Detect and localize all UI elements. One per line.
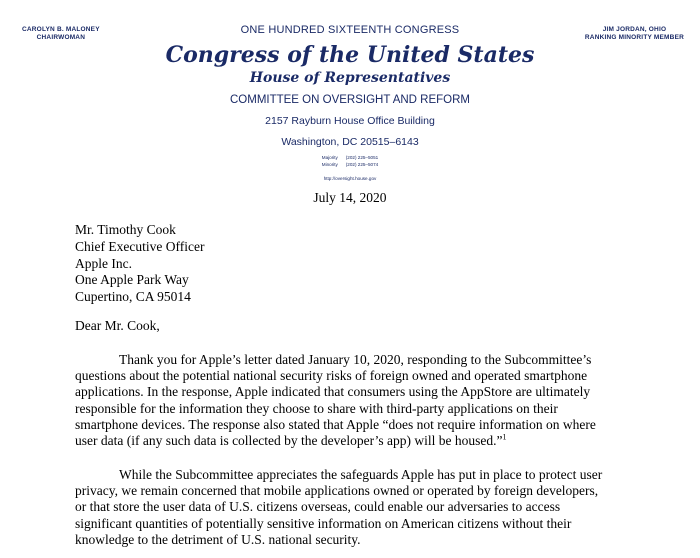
phone-block <box>322 155 378 168</box>
paragraph-2-line: privacy, we remain concerned that mobile applications owned or operated by foreign developers, <box>75 483 599 499</box>
ranking-member-name: JIM JORDAN, OHIO <box>602 26 667 33</box>
paragraph-2-line: or that store the user data of U.S. citizens overseas, could enable our adversaries to access <box>75 499 561 515</box>
paragraph-1 <box>75 352 675 449</box>
congress-number: ONE HUNDRED SIXTEENTH CONGRESS <box>240 24 460 36</box>
recipient-city: Cupertino, CA 95014 <box>75 289 191 305</box>
chair-title: CHAIRWOMAN <box>36 34 86 41</box>
paragraph-1-line: Thank you for Apple’s letter dated January 10, 2020, responding to the Subcommittee’s <box>119 352 592 367</box>
office-city: Washington, DC 20515–6143 <box>281 136 419 148</box>
house-name: House of Representatives <box>249 70 451 86</box>
recipient-title: Chief Executive Officer <box>75 238 205 254</box>
congress-name: Congress of the United States <box>165 42 535 68</box>
committee-name: COMMITTEE ON OVERSIGHT AND REFORM <box>229 94 471 106</box>
salutation: Dear Mr. Cook, <box>75 318 160 333</box>
paragraph-1-line: applications. In the response, Apple indicated that consumers using the AppStore are ultimately <box>75 384 591 400</box>
minority-label: Minority <box>321 161 338 167</box>
paragraph-1-line-text: user data (if any such data is collected by the developer’s app) will be housed.” <box>75 433 503 449</box>
paragraph-2-line: significant quantities of potentially sensitive information on American citizens without their <box>75 515 572 531</box>
paragraph-1-line: questions about the potential national security risks of foreign owned and operated smartphone <box>75 368 588 384</box>
chair-name: CAROLYN B. MALONEY <box>22 26 100 33</box>
letterhead <box>0 24 700 182</box>
majority-phone: (202) 225–5051 <box>345 155 379 160</box>
paragraph-1-last-line <box>75 433 675 449</box>
minority-phone: (202) 225–5074 <box>345 161 379 167</box>
recipient-company: Apple Inc. <box>75 255 132 271</box>
office-address: 2157 Rayburn House Office Building <box>265 115 435 127</box>
ranking-member-title: RANKING MINORITY MEMBER <box>584 34 684 41</box>
recipient-name: Mr. Timothy Cook <box>75 222 176 237</box>
paragraph-2-line: knowledge to the detriment of U.S. national security. <box>75 531 361 547</box>
footnote-marker[interactable]: 1 <box>502 432 507 442</box>
paragraph-1-line: responsible for the information they choose to share with third-party applications on their <box>75 400 558 416</box>
paragraph-2-line: While the Subcommittee appreciates the safeguards Apple has put in place to protect user <box>119 467 603 482</box>
recipient-street: One Apple Park Way <box>75 272 189 288</box>
minority-phone-row <box>322 162 378 169</box>
letter-date: July 14, 2020 <box>313 190 387 205</box>
website-link[interactable]: http://oversight.house.gov <box>323 175 377 181</box>
majority-label: Majority <box>321 155 338 160</box>
paragraph-2 <box>75 467 675 548</box>
paragraph-1-line: smartphone devices. The response also stated that Apple “does not require information on where <box>75 416 596 432</box>
recipient-address <box>75 222 204 306</box>
